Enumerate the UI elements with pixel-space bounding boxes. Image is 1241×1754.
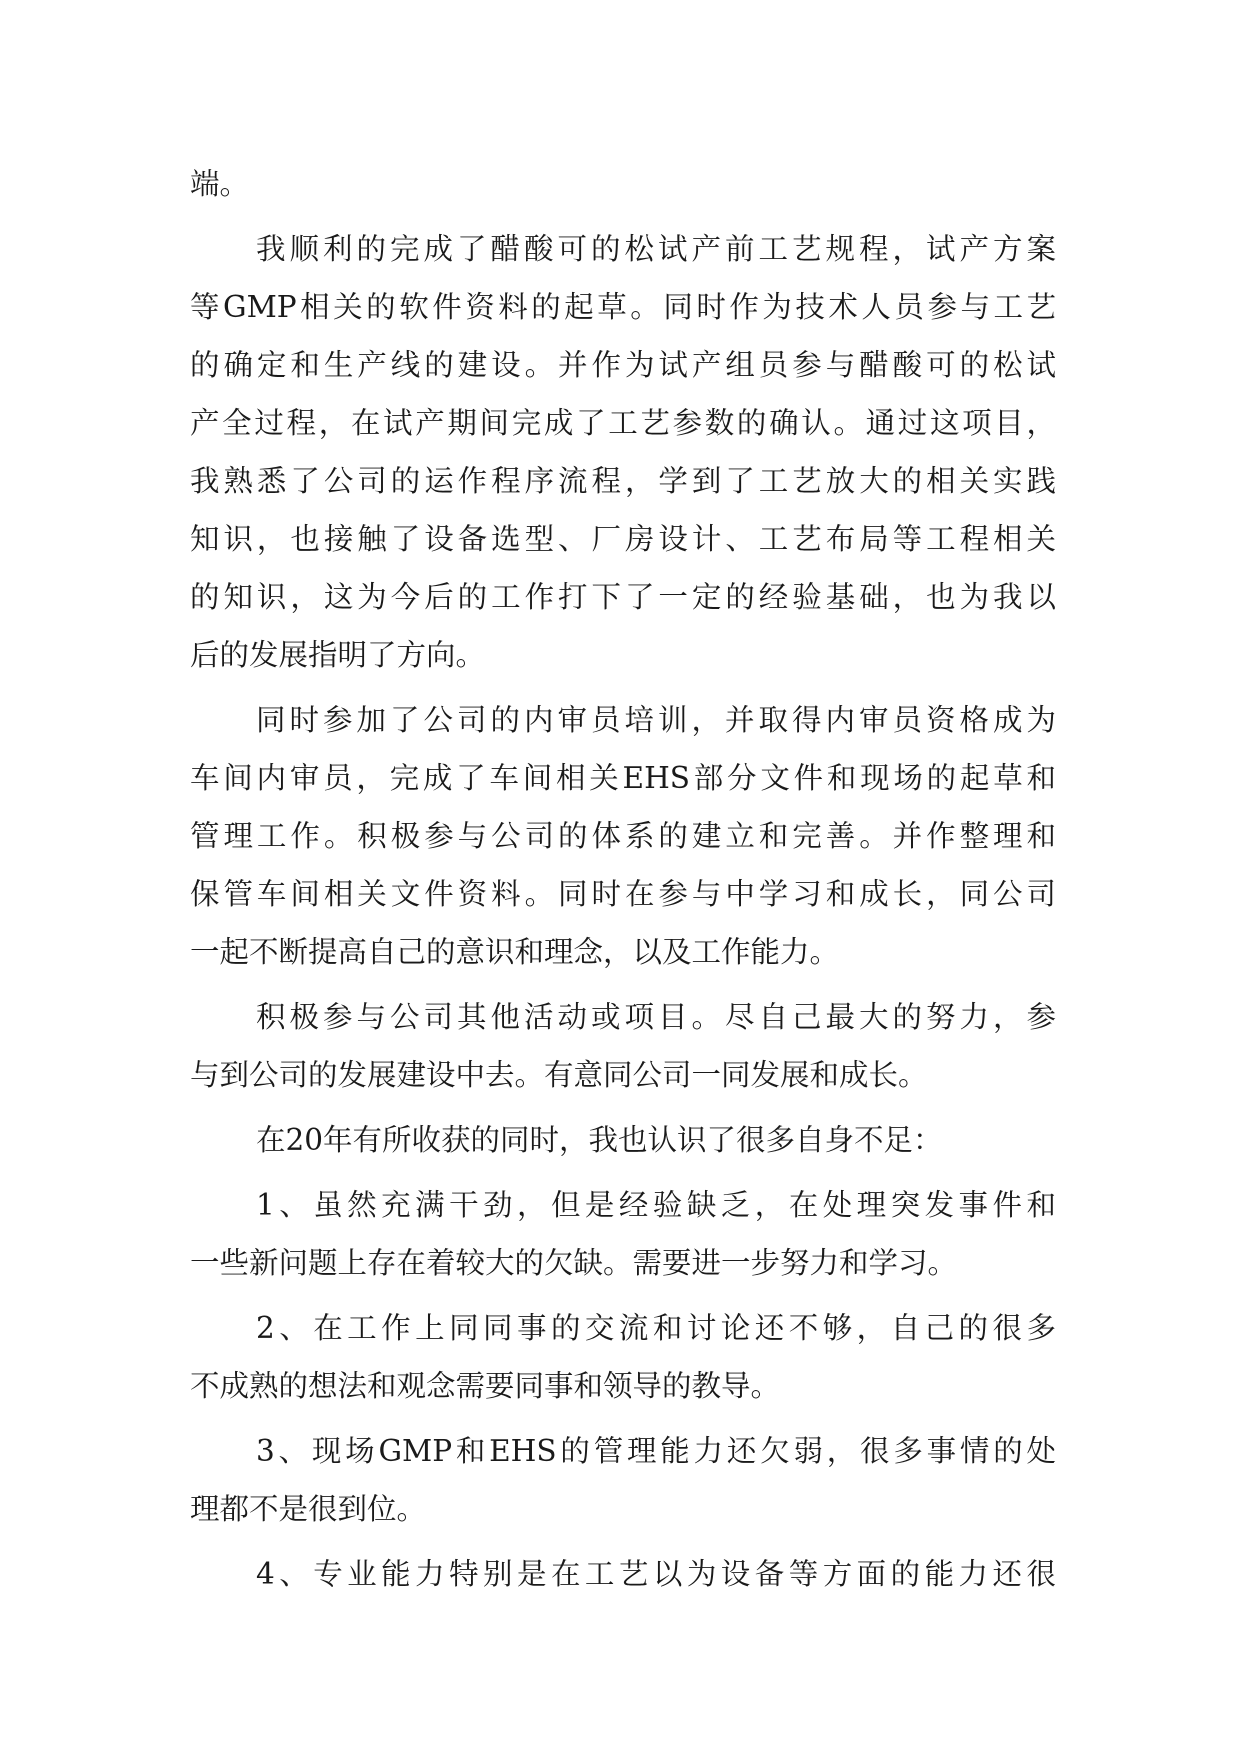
paragraph-first-line: 我顺利的完成了醋酸可的松试产前工艺规程，试产方案 [256,232,1056,266]
text-line: 的知识，这为今后的工作打下了一定的经验基础，也为我以 [190,580,1056,614]
text-line: 一起不断提高自己的意识和理念，以及工作能力。 [190,935,840,969]
text-line: 知识，也接触了设备选型、厂房设计、工艺布局等工程相关 [190,522,1056,556]
paragraph-first-line: 同时参加了公司的内审员培训，并取得内审员资格成为 [256,703,1056,737]
text-line: 产全过程，在试产期间完成了工艺参数的确认。通过这项目， [190,406,1056,440]
list-item-1-first-line: 1、虽然充满干劲，但是经验缺乏，在处理突发事件和 [256,1188,1056,1222]
text-line: 一些新问题上存在着较大的欠缺。需要进一步努力和学习。 [190,1246,958,1280]
text-line: 理都不是很到位。 [190,1492,427,1526]
paragraph-first-line: 积极参与公司其他活动或项目。尽自己最大的努力，参 [256,1000,1056,1034]
document-page [190,155,1056,1603]
text-line: 后的发展指明了方向。 [190,638,486,672]
list-item-4-first-line: 4、专业能力特别是在工艺以为设备等方面的能力还很 [256,1557,1056,1591]
paragraph-first-line: 在20年有所收获的同时，我也认识了很多自身不足： [256,1123,943,1157]
text-line: 不成熟的想法和观念需要同事和领导的教导。 [190,1369,781,1403]
text-line: 端。 [190,167,250,201]
text-line: 的确定和生产线的建设。并作为试产组员参与醋酸可的松试 [190,348,1056,382]
text-line: 管理工作。积极参与公司的体系的建立和完善。并作整理和 [190,819,1056,853]
text-line: 我熟悉了公司的运作程序流程，学到了工艺放大的相关实践 [190,464,1056,498]
list-item-3-first-line: 3、现场GMP和EHS的管理能力还欠弱，很多事情的处 [256,1434,1056,1468]
text-line: 车间内审员，完成了车间相关EHS部分文件和现场的起草和 [190,761,1056,795]
list-item-2-first-line: 2、在工作上同同事的交流和讨论还不够，自己的很多 [256,1311,1056,1345]
text-line: 保管车间相关文件资料。同时在参与中学习和成长，同公司 [190,877,1056,911]
text-line: 与到公司的发展建设中去。有意同公司一同发展和成长。 [190,1058,928,1092]
text-line: 等GMP相关的软件资料的起草。同时作为技术人员参与工艺 [190,290,1056,324]
